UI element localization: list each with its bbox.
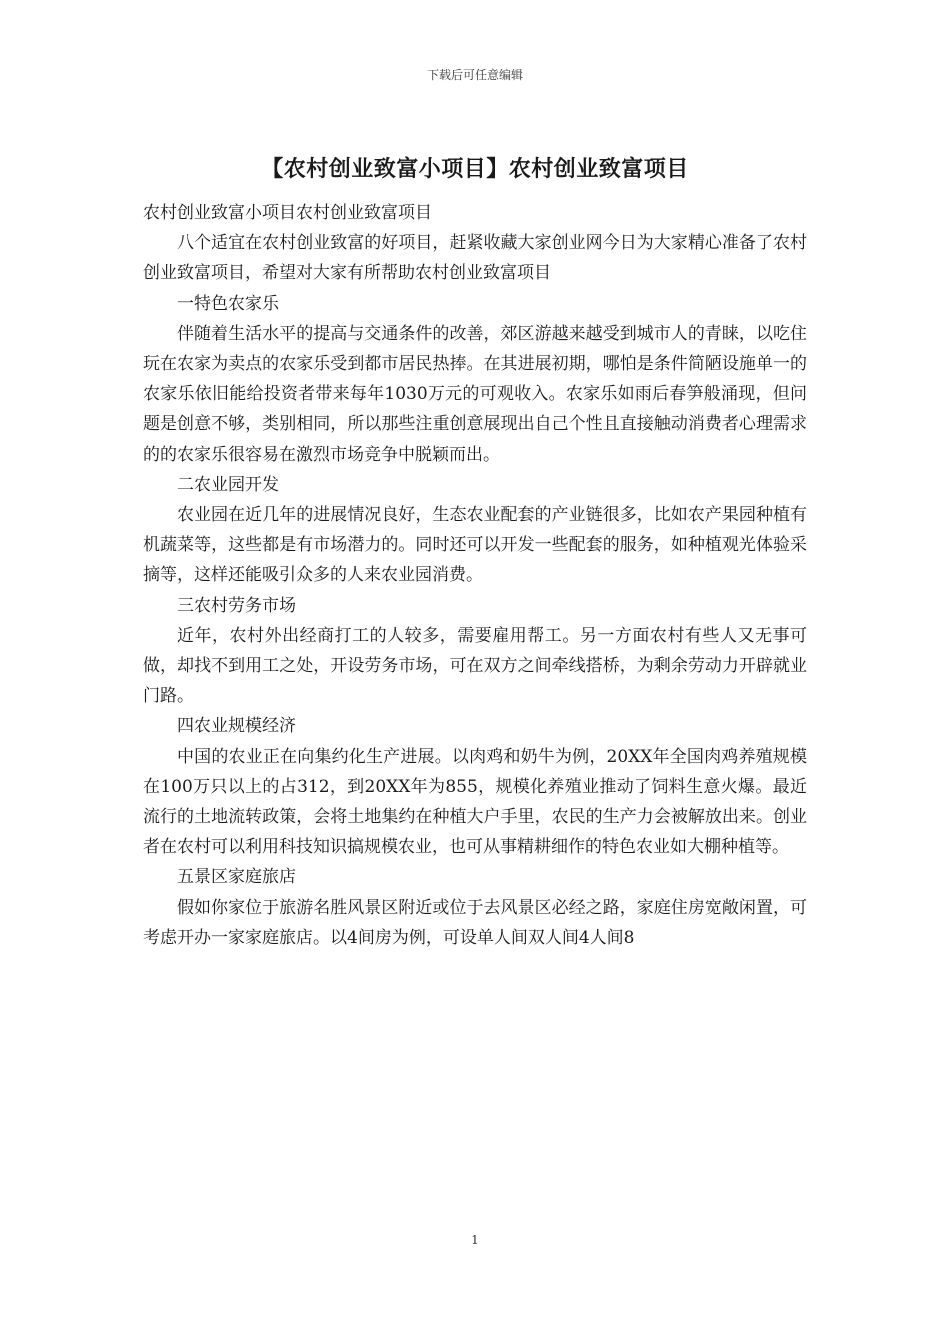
page-number: 1 <box>471 1233 479 1247</box>
paragraph-section-5: 假如你家位于旅游名胜风景区附近或位于去风景区必经之路，家庭住房宽敞闲置，可考虑开办一家家庭旅店。以4间房为例，可设单人间双人间4人间8 <box>143 897 807 948</box>
document-body <box>143 198 807 953</box>
paragraph-subtitle: 农村创业致富小项目农村创业致富项目 <box>143 203 432 223</box>
paragraph-section-4: 中国的农业正在向集约化生产进展。以肉鸡和奶牛为例，20XX年全国肉鸡养殖规模在100万只以上的占312，到20XX年为855，规模化养殖业推动了饲料生意火爆。最近流行的土地流转政策，会将土地集约在种植大户手里，农民的生产力会被解放出来。创业者在农村可以利用科技知识搞规模农业，也可从事精耕细作的特色农业如大棚种植等。 <box>143 746 807 858</box>
paragraph-section-3: 近年，农村外出经商打工的人较多，需要雇用帮工。另一方面农村有些人又无事可做，却找不到用工之处，开设劳务市场，可在双方之间牵线搭桥，为剩余劳动力开辟就业门路。 <box>143 625 807 707</box>
paragraph-section-1: 伴随着生活水平的提高与交通条件的改善，郊区游越来越受到城市人的青睐，以吃住玩在农家为卖点的农家乐受到都市居民热捧。在其进展初期，哪怕是条件简陋设施单一的农家乐依旧能给投资者带来每年1030万元的可观收入。农家乐如雨后春笋般涌现，但问题是创意不够，类别相同，所以那些注重创意展现出自己个性且直接触动消费者心理需求的的农家乐很容易在激烈市场竞争中脱颖而出。 <box>143 323 807 465</box>
section-heading-3: 三农村劳务市场 <box>177 595 296 616</box>
section-heading-5: 五景区家庭旅店 <box>177 867 296 888</box>
header-note: 下载后可任意编辑 <box>426 68 523 82</box>
paragraph-intro: 八个适宜在农村创业致富的好项目，赶紧收藏大家创业网今日为大家精心准备了农村创业致富项目，希望对大家有所帮助农村创业致富项目 <box>143 233 807 284</box>
paragraph-section-2: 农业园在近几年的进展情况良好，生态农业配套的产业链很多，比如农产果园种植有机蔬菜等，这些都是有市场潜力的。同时还可以开发一些配套的服务，如种植观光体验采摘等，这样还能吸引众多的人来农业园消费。 <box>143 505 807 586</box>
section-heading-1: 一特色农家乐 <box>177 293 279 314</box>
section-heading-2: 二农业园开发 <box>177 474 279 495</box>
document-title: 【农村创业致富小项目】农村创业致富项目 <box>261 156 689 182</box>
section-heading-4: 四农业规模经济 <box>177 716 296 737</box>
